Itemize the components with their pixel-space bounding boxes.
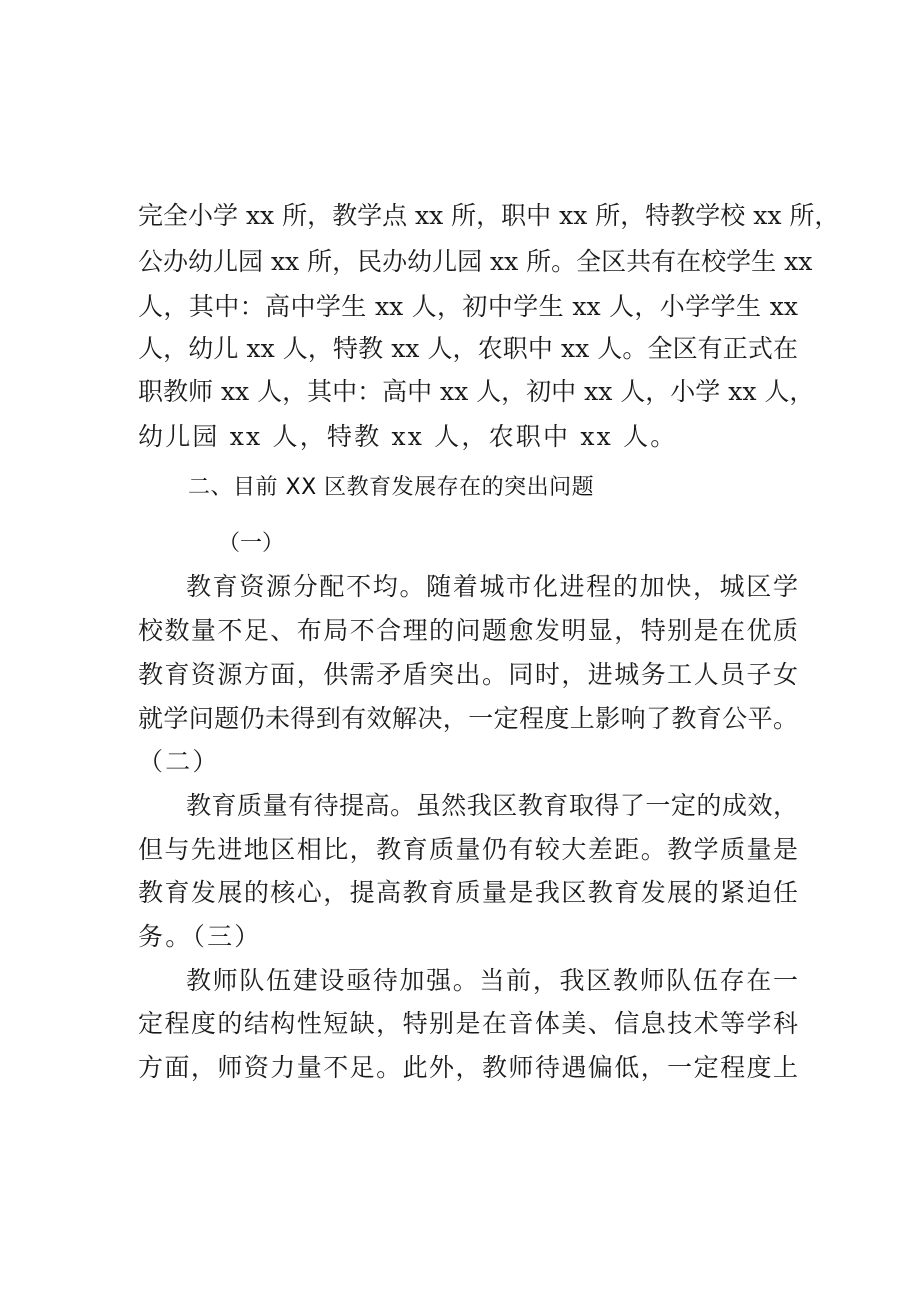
- paragraph-line: 方面，师资力量不足。此外，教师待遇偏低，一定程度上: [138, 1053, 798, 1082]
- paragraph-line: 教师队伍建设亟待加强。当前，我区教师队伍存在一: [186, 966, 798, 995]
- paragraph-line: （二）: [138, 747, 220, 776]
- paragraph-line: 教育质量有待提高。虽然我区教育取得了一定的成效，: [186, 791, 798, 820]
- paragraph-line: 人，其中：高中学生 xx 人，初中学生 xx 人，小学学生 xx: [138, 292, 798, 321]
- paragraph-line: 校数量不足、布局不合理的问题愈发明显，特别是在优质: [138, 616, 798, 645]
- section-heading: 二、目前 XX 区教育发展存在的突出问题: [188, 475, 595, 500]
- paragraph-line: 人，幼儿 xx 人，特教 xx 人，农职中 xx 人。全区有正式在: [138, 334, 798, 363]
- paragraph-line: 定程度的结构性短缺，特别是在音体美、信息技术等学科: [138, 1009, 798, 1038]
- paragraph-line: 教育发展的核心，提高教育质量是我区教育发展的紧迫任: [138, 878, 798, 907]
- paragraph-line: 教育资源方面，供需矛盾突出。同时，进城务工人员子女: [138, 660, 798, 689]
- paragraph-line: 但与先进地区相比，教育质量仍有较大差距。教学质量是: [138, 835, 798, 864]
- paragraph-line: 职教师 xx 人，其中：高中 xx 人，初中 xx 人，小学 xx 人，: [138, 377, 815, 406]
- paragraph-line: 公办幼儿园 xx 所，民办幼儿园 xx 所。全区共有在校学生 xx: [138, 247, 813, 276]
- paragraph-line: 就学问题仍未得到有效解决，一定程度上影响了教育公平。: [138, 704, 798, 733]
- paragraph-line: 务。（三）: [138, 922, 262, 951]
- paragraph-line: 幼儿园 xx 人，特教 xx 人，农职中 xx 人。: [138, 422, 678, 451]
- paragraph-line: 教育资源分配不均。随着城市化进程的加快，城区学: [186, 572, 798, 601]
- paragraph-line: 完全小学 xx 所，教学点 xx 所，职中 xx 所，特教学校 xx 所，: [138, 201, 840, 230]
- sub-heading: （一）: [218, 531, 285, 556]
